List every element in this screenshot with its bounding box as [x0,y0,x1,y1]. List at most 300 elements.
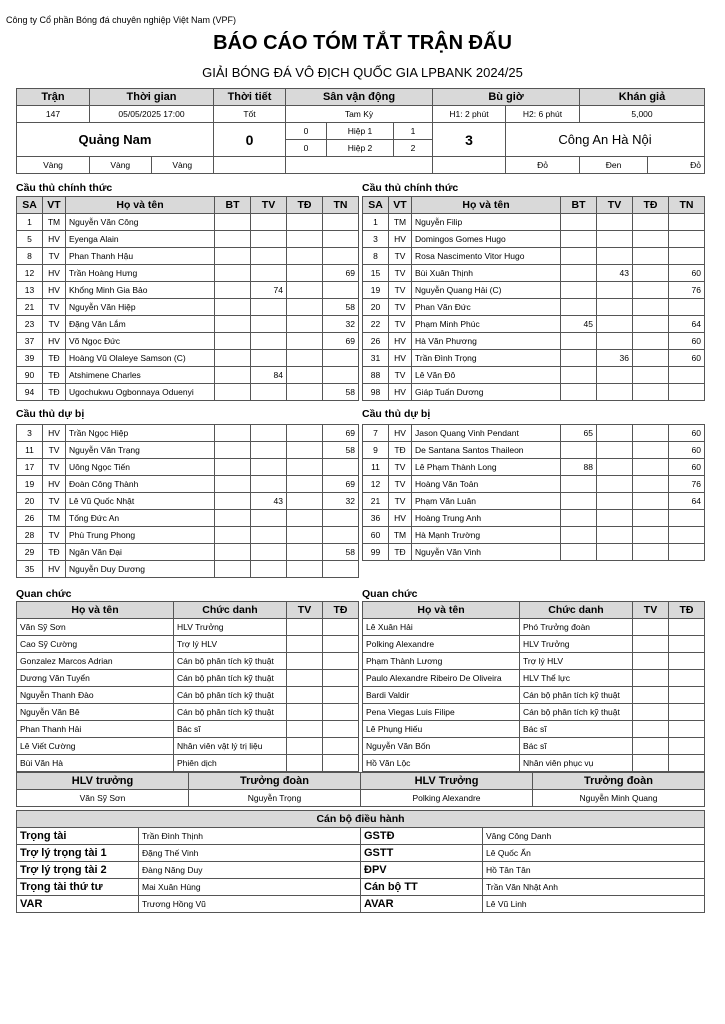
official-name: Lê Xuân Hải [363,619,520,636]
shirt-number: 11 [17,442,43,459]
red-card [669,704,705,721]
yellow-card [251,561,287,578]
red-card [633,544,669,561]
red-card [287,561,323,578]
goals [561,333,597,350]
player-row [363,299,705,316]
home-card: Vàng [172,160,193,170]
player-name: Trần Đình Trọng [412,350,561,367]
goals [215,544,251,561]
sub-minute: 58 [323,442,359,459]
referee-role: ĐPV [361,862,483,879]
sub-minute [669,510,705,527]
shirt-number: 19 [363,282,389,299]
home-coach-header: HLV trưởng [17,773,189,790]
player-name: Hà Mạnh Trường [412,527,561,544]
shirt-number: 1 [363,214,389,231]
goals [561,493,597,510]
sub-minute: 60 [669,265,705,282]
shirt-number: 8 [17,248,43,265]
official-name: Lê Viết Cường [17,738,174,755]
player-row [363,367,705,384]
goals [215,459,251,476]
official-role: Nhân viên phục vụ [520,755,633,772]
half1-label: Hiệp 1 [326,123,394,139]
away-subs-title: Cầu thủ dự bị [362,408,431,420]
player-row [17,333,359,350]
red-card [633,350,669,367]
position: TV [43,459,66,476]
official-col-header: TĐ [323,602,359,619]
shirt-number: 26 [363,333,389,350]
goals [215,248,251,265]
official-name: Bùi Văn Hà [17,755,174,772]
red-card [633,476,669,493]
player-row [17,384,359,401]
sub-minute [669,214,705,231]
sub-minute: 58 [323,299,359,316]
shirt-number: 29 [17,544,43,561]
red-card [287,333,323,350]
yellow-card [597,425,633,442]
official-col-header: Chức danh [520,602,633,619]
red-card [669,636,705,653]
match-info-table [16,88,705,174]
away-h2-score: 2 [410,143,416,153]
official-name: Lê Phụng Hiếu [363,721,520,738]
official-col-header: TV [287,602,323,619]
away-starters-table [362,196,705,401]
yellow-card: 43 [597,265,633,282]
yellow-card [287,619,323,636]
player-row [17,442,359,459]
goals [561,384,597,401]
official-name: Bardi Valdir [363,687,520,704]
player-row [363,527,705,544]
report-title: BÁO CÁO TÓM TẮT TRẬN ĐẤU [213,32,512,54]
goals [215,425,251,442]
referee-row [17,862,705,879]
player-name: Bùi Xuân Thịnh [412,265,561,282]
yellow-card [597,248,633,265]
official-row [363,704,705,721]
yellow-card [633,755,669,772]
official-row [17,738,359,755]
referee-row [17,828,705,845]
official-row [363,636,705,653]
yellow-card [597,316,633,333]
shirt-number: 31 [363,350,389,367]
red-card [669,670,705,687]
official-name: Polking Alexandre [363,636,520,653]
player-col-header: BT [561,197,597,214]
official-name: Gonzalez Marcos Adrian [17,653,174,670]
away-score: 3 [433,123,506,157]
red-card [287,350,323,367]
official-role: HLV Trưởng [520,636,633,653]
player-row [17,214,359,231]
goals [215,231,251,248]
match-number: 147 [17,106,90,123]
player-row [17,544,359,561]
player-name: Tống Đức An [66,510,215,527]
away-officials-title: Quan chức [362,588,418,600]
player-name: Trần Hoàng Hưng [66,265,215,282]
position: TV [389,493,412,510]
sub-minute: 32 [323,316,359,333]
player-row [17,561,359,578]
stoppage-h1: H1: 2 phút [433,106,506,123]
position: TV [43,299,66,316]
shirt-number: 99 [363,544,389,561]
referee-name: Mai Xuân Hùng [139,879,361,896]
yellow-card [597,527,633,544]
player-name: Lê Vũ Quốc Nhật [66,493,215,510]
yellow-card [287,755,323,772]
official-role: Phó Trưởng đoàn [520,619,633,636]
goals [215,299,251,316]
yellow-card [287,721,323,738]
red-card [669,721,705,738]
position: HV [43,333,66,350]
shirt-number: 36 [363,510,389,527]
home-subs-title: Cầu thủ dự bị [16,408,85,420]
player-row [17,425,359,442]
goals [215,384,251,401]
shirt-number: 21 [363,493,389,510]
yellow-card [251,544,287,561]
yellow-card [251,459,287,476]
red-card [633,442,669,459]
yellow-card [633,636,669,653]
referee-role: VAR [17,896,139,913]
player-row [363,265,705,282]
official-role: Cán bộ phân tích kỹ thuật [174,704,287,721]
player-name: Phan Văn Đức [412,299,561,316]
position: TV [389,476,412,493]
goals [215,561,251,578]
shirt-number: 3 [363,231,389,248]
position: HV [43,231,66,248]
goals [561,544,597,561]
referee-row [17,845,705,862]
referee-name: Trương Hồng Vũ [139,896,361,913]
position: TM [389,214,412,231]
player-name: Jason Quang Vinh Pendant [412,425,561,442]
red-card [287,367,323,384]
player-row [17,299,359,316]
official-row [17,670,359,687]
sub-minute [323,248,359,265]
header-stadium: Sân vận động [286,89,433,106]
official-role: Trợ lý HLV [520,653,633,670]
red-card [287,476,323,493]
away-officials-table [362,601,705,772]
goals [561,214,597,231]
referee-role: Trọng tài [17,828,139,845]
official-role: Cán bộ phân tích kỹ thuật [174,653,287,670]
position: TM [43,214,66,231]
player-col-header: VT [389,197,412,214]
player-row [363,333,705,350]
player-name: Võ Ngọc Đức [66,333,215,350]
official-row [363,619,705,636]
red-card [633,265,669,282]
match-officials-title: Cán bộ điều hành [17,811,705,828]
referee-name: Đặng Thế Vinh [139,845,361,862]
position: TV [43,527,66,544]
player-name: Phan Thanh Hậu [66,248,215,265]
player-row [17,476,359,493]
referee-role: GSTĐ [361,828,483,845]
position: TV [389,316,412,333]
official-role: Bác sĩ [520,721,633,738]
player-row [363,459,705,476]
goals [215,333,251,350]
shirt-number: 13 [17,282,43,299]
player-name: Hoàng Trung Anh [412,510,561,527]
yellow-card [251,231,287,248]
shirt-number: 23 [17,316,43,333]
position: HV [389,425,412,442]
red-card [287,442,323,459]
yellow-card: 84 [251,367,287,384]
yellow-card [287,687,323,704]
shirt-number: 12 [363,476,389,493]
yellow-card [251,510,287,527]
yellow-card [251,425,287,442]
yellow-card [633,619,669,636]
yellow-card [633,670,669,687]
home-h1-score: 0 [303,126,309,136]
shirt-number: 7 [363,425,389,442]
goals [561,510,597,527]
official-name: Văn Sỹ Sơn [17,619,174,636]
goals [215,282,251,299]
official-role: Trợ lý HLV [174,636,287,653]
red-card [323,670,359,687]
home-starters-title: Cầu thủ chính thức [16,182,113,194]
home-manager-name: Nguyễn Trọng [189,790,361,807]
position: TV [389,299,412,316]
player-name: Đặng Văn Lắm [66,316,215,333]
sub-minute [323,282,359,299]
sub-minute [669,231,705,248]
position: HV [389,350,412,367]
shirt-number: 19 [17,476,43,493]
shirt-number: 21 [17,299,43,316]
shirt-number: 28 [17,527,43,544]
player-col-header: Họ và tên [412,197,561,214]
shirt-number: 26 [17,510,43,527]
goals [561,442,597,459]
home-coach-name: Văn Sỹ Sơn [17,790,189,807]
referee-role: AVAR [361,896,483,913]
yellow-card: 43 [251,493,287,510]
sub-minute: 60 [669,333,705,350]
position: TĐ [43,544,66,561]
home-officials-table [16,601,359,772]
player-name: Lê Phạm Thành Long [412,459,561,476]
red-card [287,459,323,476]
away-team-name: Công An Hà Nội [506,123,705,157]
player-name: Nguyễn Văn Hiệp [66,299,215,316]
player-row [363,493,705,510]
sub-minute: 69 [323,265,359,282]
goals [561,299,597,316]
official-row [363,738,705,755]
player-row [363,214,705,231]
away-manager-header: Trưởng đoàn [533,773,705,790]
player-name: Hà Văn Phương [412,333,561,350]
red-card [287,527,323,544]
match-stadium: Tam Kỳ [286,106,433,123]
sub-minute [323,367,359,384]
red-card [633,510,669,527]
red-card [633,333,669,350]
header-match: Trận [17,89,90,106]
official-role: Cán bộ phân tích kỹ thuật [520,687,633,704]
referee-role: Trợ lý trọng tài 2 [17,862,139,879]
shirt-number: 90 [17,367,43,384]
position: TĐ [389,442,412,459]
position: TV [43,248,66,265]
sub-minute: 32 [323,493,359,510]
player-name: Phạm Minh Phúc [412,316,561,333]
red-card [287,425,323,442]
shirt-number: 15 [363,265,389,282]
sub-minute [323,459,359,476]
official-row [363,670,705,687]
red-card [633,493,669,510]
referee-name: Hồ Tân Tân [483,862,705,879]
shirt-number: 1 [17,214,43,231]
official-row [17,636,359,653]
player-row [17,231,359,248]
player-row [17,282,359,299]
yellow-card [597,442,633,459]
home-starters-table [16,196,359,401]
shirt-number: 17 [17,459,43,476]
official-role: Bác sĩ [520,738,633,755]
red-card [287,510,323,527]
player-col-header: Họ và tên [66,197,215,214]
official-name: Cao Sỹ Cường [17,636,174,653]
goals [215,442,251,459]
player-name: Nguyễn Filip [412,214,561,231]
position: HV [43,282,66,299]
player-name: Atshimene Charles [66,367,215,384]
sub-minute [323,214,359,231]
sub-minute: 60 [669,459,705,476]
home-card: Vàng [90,157,152,173]
red-card [287,282,323,299]
red-card [287,316,323,333]
red-card [287,544,323,561]
yellow-card [251,527,287,544]
sub-minute: 60 [669,425,705,442]
red-card [669,738,705,755]
shirt-number: 11 [363,459,389,476]
red-card [323,704,359,721]
referee-role: GSTT [361,845,483,862]
shirt-number: 35 [17,561,43,578]
sub-minute: 69 [323,476,359,493]
official-role: Nhân viên vật lý trị liệu [174,738,287,755]
goals [561,248,597,265]
position: TV [389,282,412,299]
sub-minute [669,248,705,265]
goals [561,527,597,544]
team-leaders-table [16,772,705,807]
position: TM [43,510,66,527]
yellow-card [597,544,633,561]
official-row [17,704,359,721]
sub-minute: 76 [669,282,705,299]
referee-role: Cán bộ TT [361,879,483,896]
player-name: Lê Văn Đô [412,367,561,384]
player-row [17,367,359,384]
player-row [17,510,359,527]
yellow-card [251,248,287,265]
sub-minute [323,561,359,578]
red-card [633,384,669,401]
yellow-card [597,214,633,231]
player-col-header: TN [669,197,705,214]
sub-minute [323,527,359,544]
red-card [323,721,359,738]
goals: 45 [561,316,597,333]
position: TV [43,493,66,510]
referee-row [17,896,705,913]
shirt-number: 98 [363,384,389,401]
player-row [17,316,359,333]
goals [215,510,251,527]
yellow-card [251,350,287,367]
sub-minute [323,231,359,248]
shirt-number: 22 [363,316,389,333]
official-row [17,653,359,670]
yellow-card [287,704,323,721]
red-card [633,527,669,544]
header-stoppage: Bù giờ [433,89,580,106]
red-card [633,459,669,476]
yellow-card [633,653,669,670]
red-card [323,687,359,704]
away-card: Đen [580,157,648,173]
player-row [363,384,705,401]
player-name: Hoàng Văn Toản [412,476,561,493]
official-name: Nguyễn Văn Bê [17,704,174,721]
referee-name: Lê Vũ Linh [483,896,705,913]
official-name: Nguyễn Thanh Đào [17,687,174,704]
away-starters-title: Cầu thủ chính thức [362,182,459,194]
position: HV [43,561,66,578]
shirt-number: 88 [363,367,389,384]
position: HV [389,510,412,527]
position: HV [389,231,412,248]
goals [215,265,251,282]
yellow-card [251,265,287,282]
sub-minute [323,350,359,367]
player-row [17,350,359,367]
player-name: Rosa Nascimento Vitor Hugo [412,248,561,265]
league-subtitle: GIẢI BÓNG ĐÁ VÔ ĐỊCH QUỐC GIA LPBANK 2024/25 [202,65,523,80]
official-row [363,687,705,704]
shirt-number: 94 [17,384,43,401]
away-card: Đỏ [537,160,548,170]
yellow-card [251,476,287,493]
